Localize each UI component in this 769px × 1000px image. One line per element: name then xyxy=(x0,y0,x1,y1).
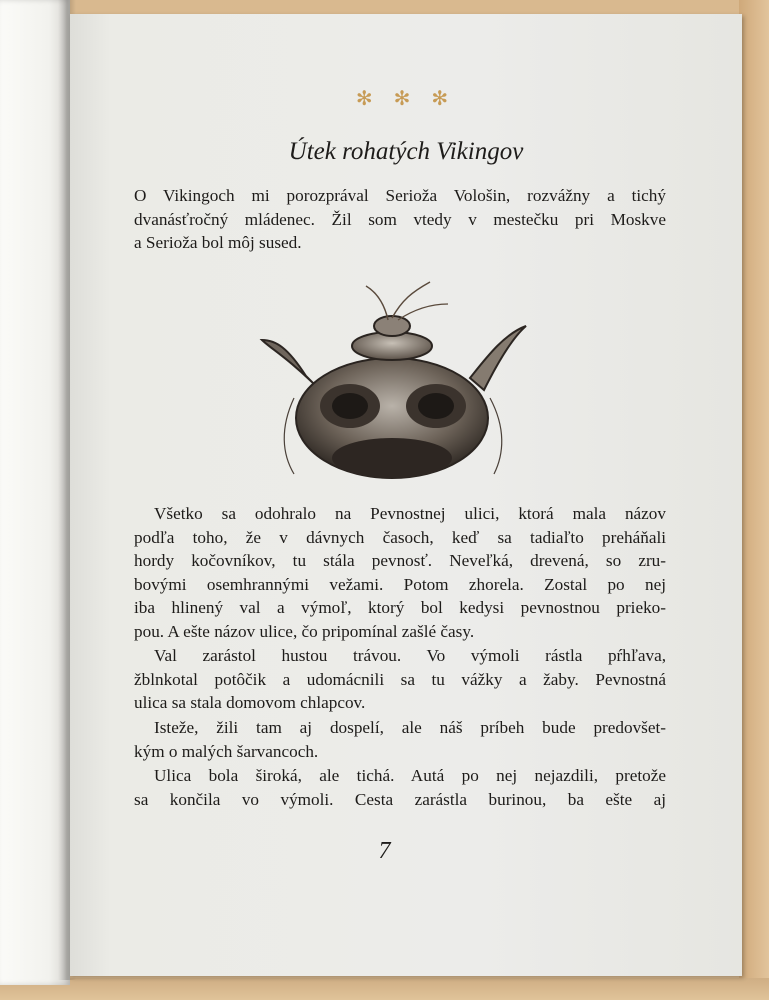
text-line: Ulica bola široká, ale tichá. Autá po nej nejazdili, pretože xyxy=(154,766,666,785)
paragraph-5 xyxy=(134,764,666,811)
text-line: a Serioža bol môj sused. xyxy=(134,233,302,253)
chapter-title: Útek rohatých Vikingov xyxy=(288,138,524,165)
text-line: kým o malých šarvancoch. xyxy=(134,741,319,761)
text-line: dvanásťročný mládenec. Žil som vtedy v mestečku pri Moskve xyxy=(134,209,666,229)
text-line: iba hlinený val a výmoľ, ktorý bol kedysi pevnostnou prieko- xyxy=(134,598,666,618)
text-line: ulica sa stala domovom chlapcov. xyxy=(134,693,366,713)
text-line: Všetko sa odohralo na Pevnostnej ulici, ktorá mala názov xyxy=(154,504,666,523)
paragraph-4 xyxy=(134,716,666,763)
text-line: Val zarástol hustou trávou. Vo výmoli rástla pŕhľava, xyxy=(154,646,666,665)
text-line: bovými osemhrannými vežami. Potom zhorela. Zostal po nej xyxy=(134,574,666,594)
paragraph-2 xyxy=(134,502,666,644)
table-surface-bottom xyxy=(0,978,769,1000)
book-page xyxy=(70,14,742,976)
paragraph-3 xyxy=(134,644,666,715)
chapter-ornament: ✻ ✻ ✻ xyxy=(355,88,457,110)
text-line: Isteže, žili tam aj dospelí, ale náš príbeh bude predovšet- xyxy=(154,718,666,737)
paragraph-1 xyxy=(134,184,666,255)
text-line: hordy kočovníkov, tu stála pevnosť. Neveľká, drevená, so zru- xyxy=(134,551,666,571)
text-line: O Vikingoch mi porozprával Serioža Vološin, rozvážny a tichý xyxy=(134,186,666,205)
text-line: žblnkotal potôčik a udomácnili sa tu vážky a žaby. Pevnostná xyxy=(134,669,666,689)
text-line: pou. A ešte názov ulice, čo pripomínal zašlé časy. xyxy=(134,621,475,641)
text-line: sa končila vo výmoli. Cesta zarástla burinou, ba ešte aj xyxy=(134,789,666,809)
page-number: 7 xyxy=(378,838,391,864)
text-line: podľa toho, že v dávnych časoch, keď sa tadiaľto preháňali xyxy=(134,527,666,547)
teapot-illustration-icon xyxy=(258,278,530,484)
